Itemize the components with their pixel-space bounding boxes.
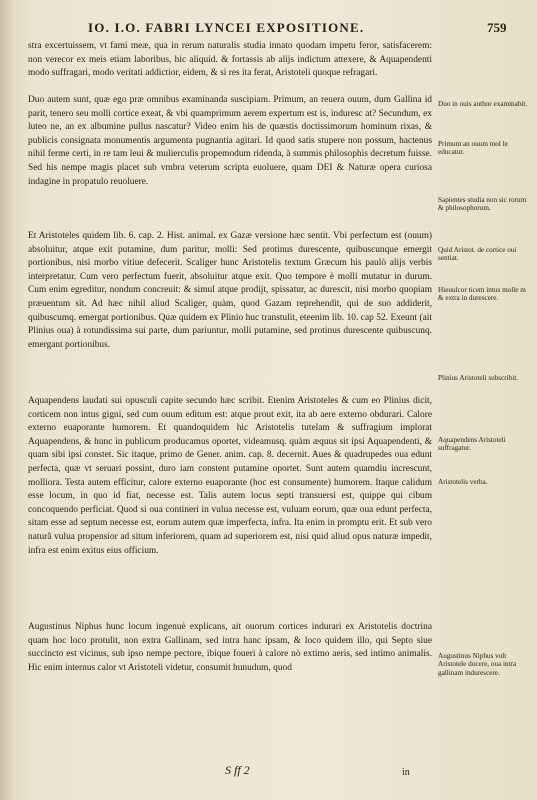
margin-note-2: Primum an ouum mol le educatur.	[438, 140, 508, 157]
running-head: IO. I.O. FABRI LYNCEI EXPOSITIONE.	[88, 20, 365, 35]
catchword: in	[402, 767, 410, 778]
paragraph-2: Duo autem sunt, quæ ego præ omnibus examinanda suscipiam. Primum, an reuera ouum, dum Gallina id parit, tenero seu molli cortice exeat, & vbi quamprimum aerem expertum est is, induresc at? Secundum, ex luteo ne, an ex albumine pullus nascatur? Video enim his de quæstis doctissimorum hominum rixas, & publicis consignata monumentis argumenta pugnantia agitari. Id quod satis stupere non possum, hactenus nihil ferme certi, in re tam leui & mulierculis propemodum ridenda, à summis philosophis decretum fuisse. Sed his nempe magis placet sub vmbra veterum scripta euoluere, quam DEI & Naturæ opera curiosa indagine in propatulo reuoluere.	[28, 95, 432, 187]
page-header	[0, 20, 537, 38]
margin-note-6: Plinius Aristoteli subscribit.	[438, 374, 519, 382]
margin-note-9: Augustinus Niphus vult Aristotele docere, oua intra gallinam indurescere.	[438, 652, 517, 677]
signature-mark: S ff 2	[225, 763, 250, 777]
margin-note-5: Hieuulcor ticem intus molle m & extra in durescere.	[438, 286, 526, 303]
page-footer	[0, 763, 537, 779]
margin-note-3: Sapientes studia non sic rorum & philosophorum.	[438, 196, 527, 213]
margin-note-7: Aquapendens Aristoteli suffragatur.	[438, 436, 506, 453]
margin-note-1: Duo in ouis author examinabit.	[438, 100, 528, 108]
paragraph-1: stra excertuissem, vt fami meæ, qua in rerum naturalis studia innato quodam impetu feror, satisfacerem: non verecor ex meis etiam laboribus, hic aliquid. & fortassis ab alijs indictum attexere, & Aquapendenti modo suffragari, modo veritati addictior, eidem, & si res ita ferat, Aristoteli quoque refragari.	[28, 41, 432, 79]
paragraph-3: Et Aristoteles quidem lib. 6. cap. 2. Hist. animal. ex Gazæ versione hæc sentit. Vbi perfectum est (ouum) absoluitur, atque exit putamine, dum paritur, molli: Sed protinus durescente, quibuscunque emergit portionibus, nisi morbo vitiue defecerit. Scaliger hunc Aristotelis textum Græcum his paulò alijs verbis interpretatur. Cum vero perfectum fuerit, absoluitur atque exit. Quo tempore è molli mutatur in durum. Cum enim egreditur, nondum concreuit: & simul atque prodijt, spissatur, ac durescit, nisi morbo quopiam præuentum sit. Ad hæc nihil aliud Scaliger, quàm, quod Gazam reprehendit, qui de suo addiderit, quibuscumq. emergat portionibus. Quæ quidem ex Plinio huc transtulit, eteenim lib. 10. cap 52. Exeunt (ait Plinius oua) à rotundissima sui parte, dum pariuntur, molli putamine, sed protinus durescente quibuscunq. emergant portionibus.	[28, 231, 432, 350]
paragraph-4: Aquapendens laudati sui opusculi capite secundo hæc scribit. Etenim Aristoteles & cum eo Plinius dicit, corticem non intus gigni, sed cum ouum editum est: atque prout exit, ita ab aere externo obdurari. Calore externo euaporante humorem. Et quandoquidem hic Aristotelis tutelam & suffragium implorat Aquapendens, & hunc in publicum producamus oportet, videamusq. quàm æquus sit ipsi Aquapendenti, & quam sibi ipsi constet. Sic itaque, primo de Gener. anim. cap. 8. decernit. Aues & quadrupedes oua edunt perfecta, quæ vt seruari possint, duro iam constent putamine oportet. Sunt autem quamdiu increscunt, molliora. Testa autem efficitur, calore externo euaporante (hoc est consumente) humorem. Itaque calidum esse locum, in quo id fiat, necesse est. Talis autem locus septi transuersi est, quippe qui cibum concoquendo perficiat. Quod si oua contineri in vulua necesse est, vuluam eorum, quæ oua edunt perfecta, sitam esse ad septum necesse est, eorum autem quæ imperfecta, infra. Ita enim in promptu erit. Et sub vero naturâ vulua propensior ad situm inferiorem, quam ad superiorem est, nisi quid aliud opus naturæ impedit, infra est enim exitus eius officium.	[28, 396, 432, 556]
gutter-shadow	[0, 0, 14, 800]
margin-note-8: Aristotelis verba.	[438, 478, 488, 486]
page-number: 759	[487, 20, 507, 35]
margin-note-4: Quid Aristot. de cortice oui sentiat.	[438, 246, 517, 263]
paragraph-5: Augustinus Niphus hunc locum ingenuè explicans, ait ouorum cortices indurari ex Aristotelis doctrina quam hoc loco protulit, non extra Gallinam, sed intra hanc ipsam, & loco quidem illo, qui Septo siue succincto est vicinus, sub ipso nempe pectore, ibique foueri à calore nò extimo aeris, sed intimo animalis. Hic enim internus calor vt Aristoteli videtur, consumit hunudum, quod	[28, 622, 432, 673]
main-text	[28, 40, 432, 731]
